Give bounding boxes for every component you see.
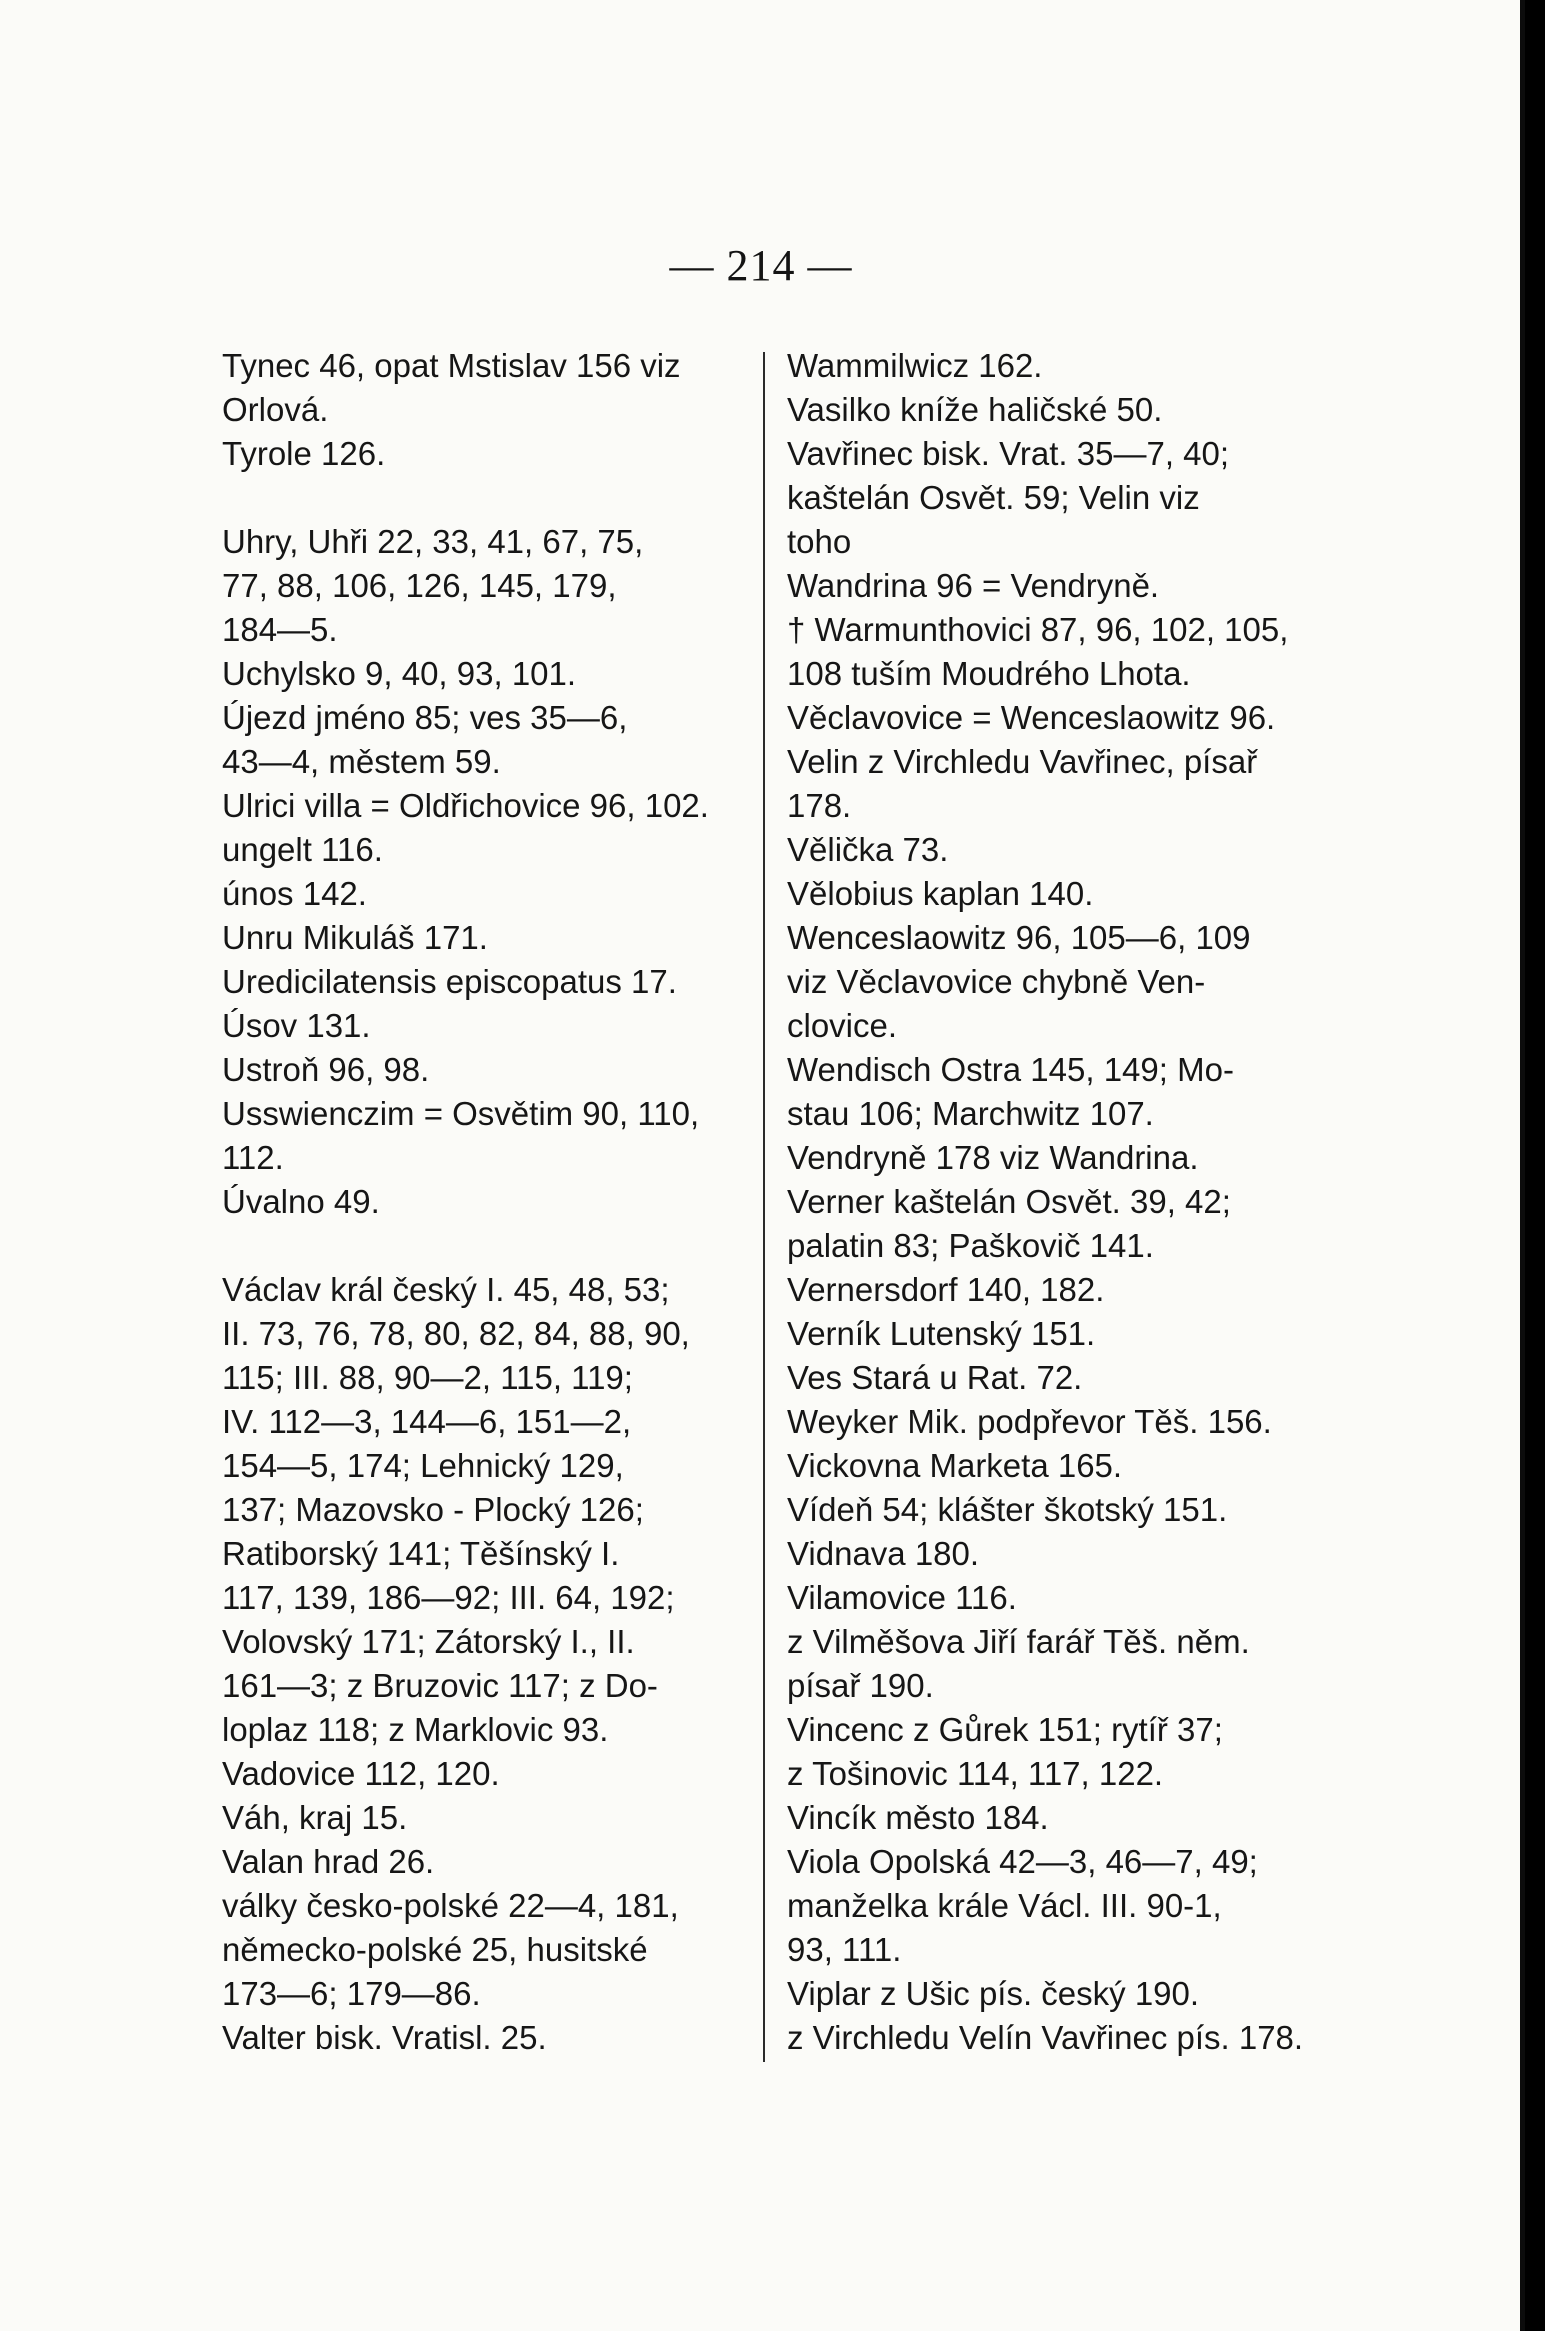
page-edge-rule	[1520, 0, 1525, 2331]
index-entry	[787, 1444, 1305, 1488]
index-entry-line: Vidnava 180.	[787, 1535, 980, 1572]
index-entry	[222, 2016, 746, 2060]
index-entry	[787, 1620, 1305, 1708]
index-entry	[222, 1840, 746, 1884]
index-entry	[222, 652, 746, 696]
index-entry-line: Velin z Virchledu Vavřinec, písař	[787, 743, 1258, 780]
index-entry-line: z Vilměšova Jiří farář Těš. něm.	[787, 1623, 1250, 1660]
index-entry-line: Viplar z Ušic pís. český 190.	[787, 1975, 1200, 2012]
index-entry	[222, 432, 746, 476]
index-entry-line: 161—3; z Bruzovic 117; z Do-	[222, 1667, 658, 1704]
index-entry-line: Wammilwicz 162.	[787, 347, 1043, 384]
index-entry-line: palatin 83; Paškovič 141.	[787, 1227, 1154, 1264]
index-entry-line: Vasilko kníže haličské 50.	[787, 391, 1163, 428]
index-entry	[787, 1268, 1305, 1312]
index-entry-line: toho	[787, 523, 852, 560]
index-entry	[787, 1356, 1305, 1400]
index-entry-line: Vavřinec bisk. Vrat. 35—7, 40;	[787, 435, 1230, 472]
index-entry-line: Ustroň 96, 98.	[222, 1051, 430, 1088]
index-entry	[787, 608, 1305, 696]
index-entry	[787, 2016, 1305, 2060]
index-entry-line: 137; Mazovsko - Plocký 126;	[222, 1491, 644, 1528]
index-entry-line: 43—4, městem 59.	[222, 743, 501, 780]
index-entry-line: Weyker Mik. podpřevor Těš. 156.	[787, 1403, 1272, 1440]
index-entry-line: kaštelán Osvět. 59; Velin viz	[787, 479, 1200, 516]
index-entry-line: Úsov 131.	[222, 1007, 371, 1044]
index-entry-line: písař 190.	[787, 1667, 934, 1704]
index-entry	[787, 1796, 1305, 1840]
index-entry	[787, 916, 1305, 1048]
index-entry	[787, 564, 1305, 608]
index-entry	[222, 1796, 746, 1840]
index-entry-line: Usswienczim = Osvětim 90, 110,	[222, 1095, 700, 1132]
index-entry-line: Vídeň 54; klášter škotský 151.	[787, 1491, 1228, 1528]
index-entry-line: 178.	[787, 787, 852, 824]
index-entry-line: Václav král český I. 45, 48, 53;	[222, 1271, 670, 1308]
index-entry-line: Vělička 73.	[787, 831, 949, 868]
index-entry-line: Valan hrad 26.	[222, 1843, 435, 1880]
index-entry-line: Vělobius kaplan 140.	[787, 875, 1094, 912]
index-entry-line: 117, 139, 186—92; III. 64, 192;	[222, 1579, 675, 1616]
index-entry-line: Úvalno 49.	[222, 1183, 380, 1220]
index-entry-line: Ratiborský 141; Těšínský I.	[222, 1535, 620, 1572]
index-entry-line: Vincenc z Gůrek 151; rytíř 37;	[787, 1711, 1223, 1748]
index-entry-line: Volovský 171; Zátorský I., II.	[222, 1623, 635, 1660]
index-entry-line: Vendryně 178 viz Wandrina.	[787, 1139, 1199, 1176]
index-entry	[787, 1400, 1305, 1444]
index-entry	[787, 344, 1305, 388]
index-entry	[222, 1884, 746, 2016]
index-entry-line: Wenceslaowitz 96, 105—6, 109	[787, 919, 1251, 956]
index-entry	[787, 828, 1305, 872]
index-entry	[787, 1708, 1305, 1796]
index-entry-line: 112.	[222, 1139, 284, 1176]
index-entry	[222, 1092, 746, 1180]
index-entry-line: Uhry, Uhři 22, 33, 41, 67, 75,	[222, 523, 644, 560]
index-entry-line: Orlová.	[222, 391, 329, 428]
index-entry	[787, 432, 1305, 564]
index-entry-line: 93, 111.	[787, 1931, 902, 1968]
index-entry-line: války česko-polské 22—4, 181,	[222, 1887, 679, 1924]
index-entry-line: Ves Stará u Rat. 72.	[787, 1359, 1083, 1396]
index-entry-line: Verner kaštelán Osvět. 39, 42;	[787, 1183, 1231, 1220]
index-entry-line: z Tošinovic 114, 117, 122.	[787, 1755, 1164, 1792]
index-entry-line: 154—5, 174; Lehnický 129,	[222, 1447, 624, 1484]
index-entry	[787, 1840, 1305, 1972]
index-entry-line: Váh, kraj 15.	[222, 1799, 408, 1836]
index-entry	[787, 1972, 1305, 2016]
index-entry-line: Unru Mikuláš 171.	[222, 919, 488, 956]
index-entry-line: Valter bisk. Vratisl. 25.	[222, 2019, 547, 2056]
index-entry-line: únos 142.	[222, 875, 367, 912]
index-entry-line: Uredicilatensis episcopatus 17.	[222, 963, 677, 1000]
index-entry-line: manželka krále Václ. III. 90-1,	[787, 1887, 1222, 1924]
index-entry	[222, 1268, 746, 1752]
index-entry-line: Ulrici villa = Oldřichovice 96, 102.	[222, 787, 709, 824]
index-entry	[222, 916, 746, 960]
index-entry-line: Věclavovice = Wenceslaowitz 96.	[787, 699, 1276, 736]
index-entry	[787, 740, 1305, 828]
index-entry	[222, 1752, 746, 1796]
index-entry	[222, 872, 746, 916]
index-entry-line: 108 tuším Moudrého Lhota.	[787, 655, 1191, 692]
index-entry-line: Vernersdorf 140, 182.	[787, 1271, 1105, 1308]
index-entry-line: Vilamovice 116.	[787, 1579, 1017, 1616]
index-entry-line: Vadovice 112, 120.	[222, 1755, 500, 1792]
index-entry-line: ungelt 116.	[222, 831, 383, 868]
index-entry-line: Wendisch Ostra 145, 149; Mo-	[787, 1051, 1234, 1088]
index-entry	[787, 1048, 1305, 1136]
index-entry-line: stau 106; Marchwitz 107.	[787, 1095, 1154, 1132]
index-entry	[222, 1004, 746, 1048]
index-entry	[787, 1576, 1305, 1620]
index-entry-line: loplaz 118; z Marklovic 93.	[222, 1711, 609, 1748]
index-entry-line: Tynec 46, opat Mstislav 156 viz	[222, 347, 681, 384]
index-entry	[222, 1048, 746, 1092]
index-entry	[787, 1488, 1305, 1532]
index-entry-line: 184—5.	[222, 611, 338, 648]
index-entry-line: 77, 88, 106, 126, 145, 179,	[222, 567, 617, 604]
index-entry-line: Viola Opolská 42—3, 46—7, 49;	[787, 1843, 1258, 1880]
index-entry	[222, 696, 746, 784]
index-column-right	[787, 344, 1305, 2060]
index-entry-line: Vincík město 184.	[787, 1799, 1049, 1836]
index-entry	[787, 1136, 1305, 1180]
index-column-left	[222, 344, 746, 2060]
index-entry-line: † Warmunthovici 87, 96, 102, 105,	[787, 611, 1289, 648]
index-entry-line: 173—6; 179—86.	[222, 1975, 481, 2012]
index-entry-line: z Virchledu Velín Vavřinec pís. 178.	[787, 2019, 1304, 2056]
index-entry-line: 115; III. 88, 90—2, 115, 119;	[222, 1359, 633, 1396]
index-entry	[222, 828, 746, 872]
index-entry	[787, 696, 1305, 740]
index-entry	[222, 784, 746, 828]
index-entry	[787, 1312, 1305, 1356]
index-entry-line: clovice.	[787, 1007, 898, 1044]
index-entry	[222, 344, 746, 432]
index-entry	[222, 520, 746, 652]
index-entry	[787, 388, 1305, 432]
column-divider	[763, 352, 765, 2062]
index-entry	[222, 1180, 746, 1224]
index-entry-line: Wandrina 96 = Vendryně.	[787, 567, 1160, 604]
index-entry-line: Verník Lutenský 151.	[787, 1315, 1096, 1352]
index-entry	[787, 872, 1305, 916]
index-entry	[787, 1532, 1305, 1576]
index-entry-line: II. 73, 76, 78, 80, 82, 84, 88, 90,	[222, 1315, 690, 1352]
index-entry-line: Uchylsko 9, 40, 93, 101.	[222, 655, 577, 692]
index-entry-line: Tyrole 126.	[222, 435, 386, 472]
index-entry-line: viz Věclavovice chybně Ven-	[787, 963, 1206, 1000]
index-entry-line: Újezd jméno 85; ves 35—6,	[222, 699, 628, 736]
index-entry	[787, 1180, 1305, 1268]
page-number: — 214 —	[669, 241, 853, 290]
index-entry-line: IV. 112—3, 144—6, 151—2,	[222, 1403, 632, 1440]
index-entry-line: Vickovna Marketa 165.	[787, 1447, 1123, 1484]
index-entry	[222, 960, 746, 1004]
index-entry-line: německo-polské 25, husitské	[222, 1931, 648, 1968]
